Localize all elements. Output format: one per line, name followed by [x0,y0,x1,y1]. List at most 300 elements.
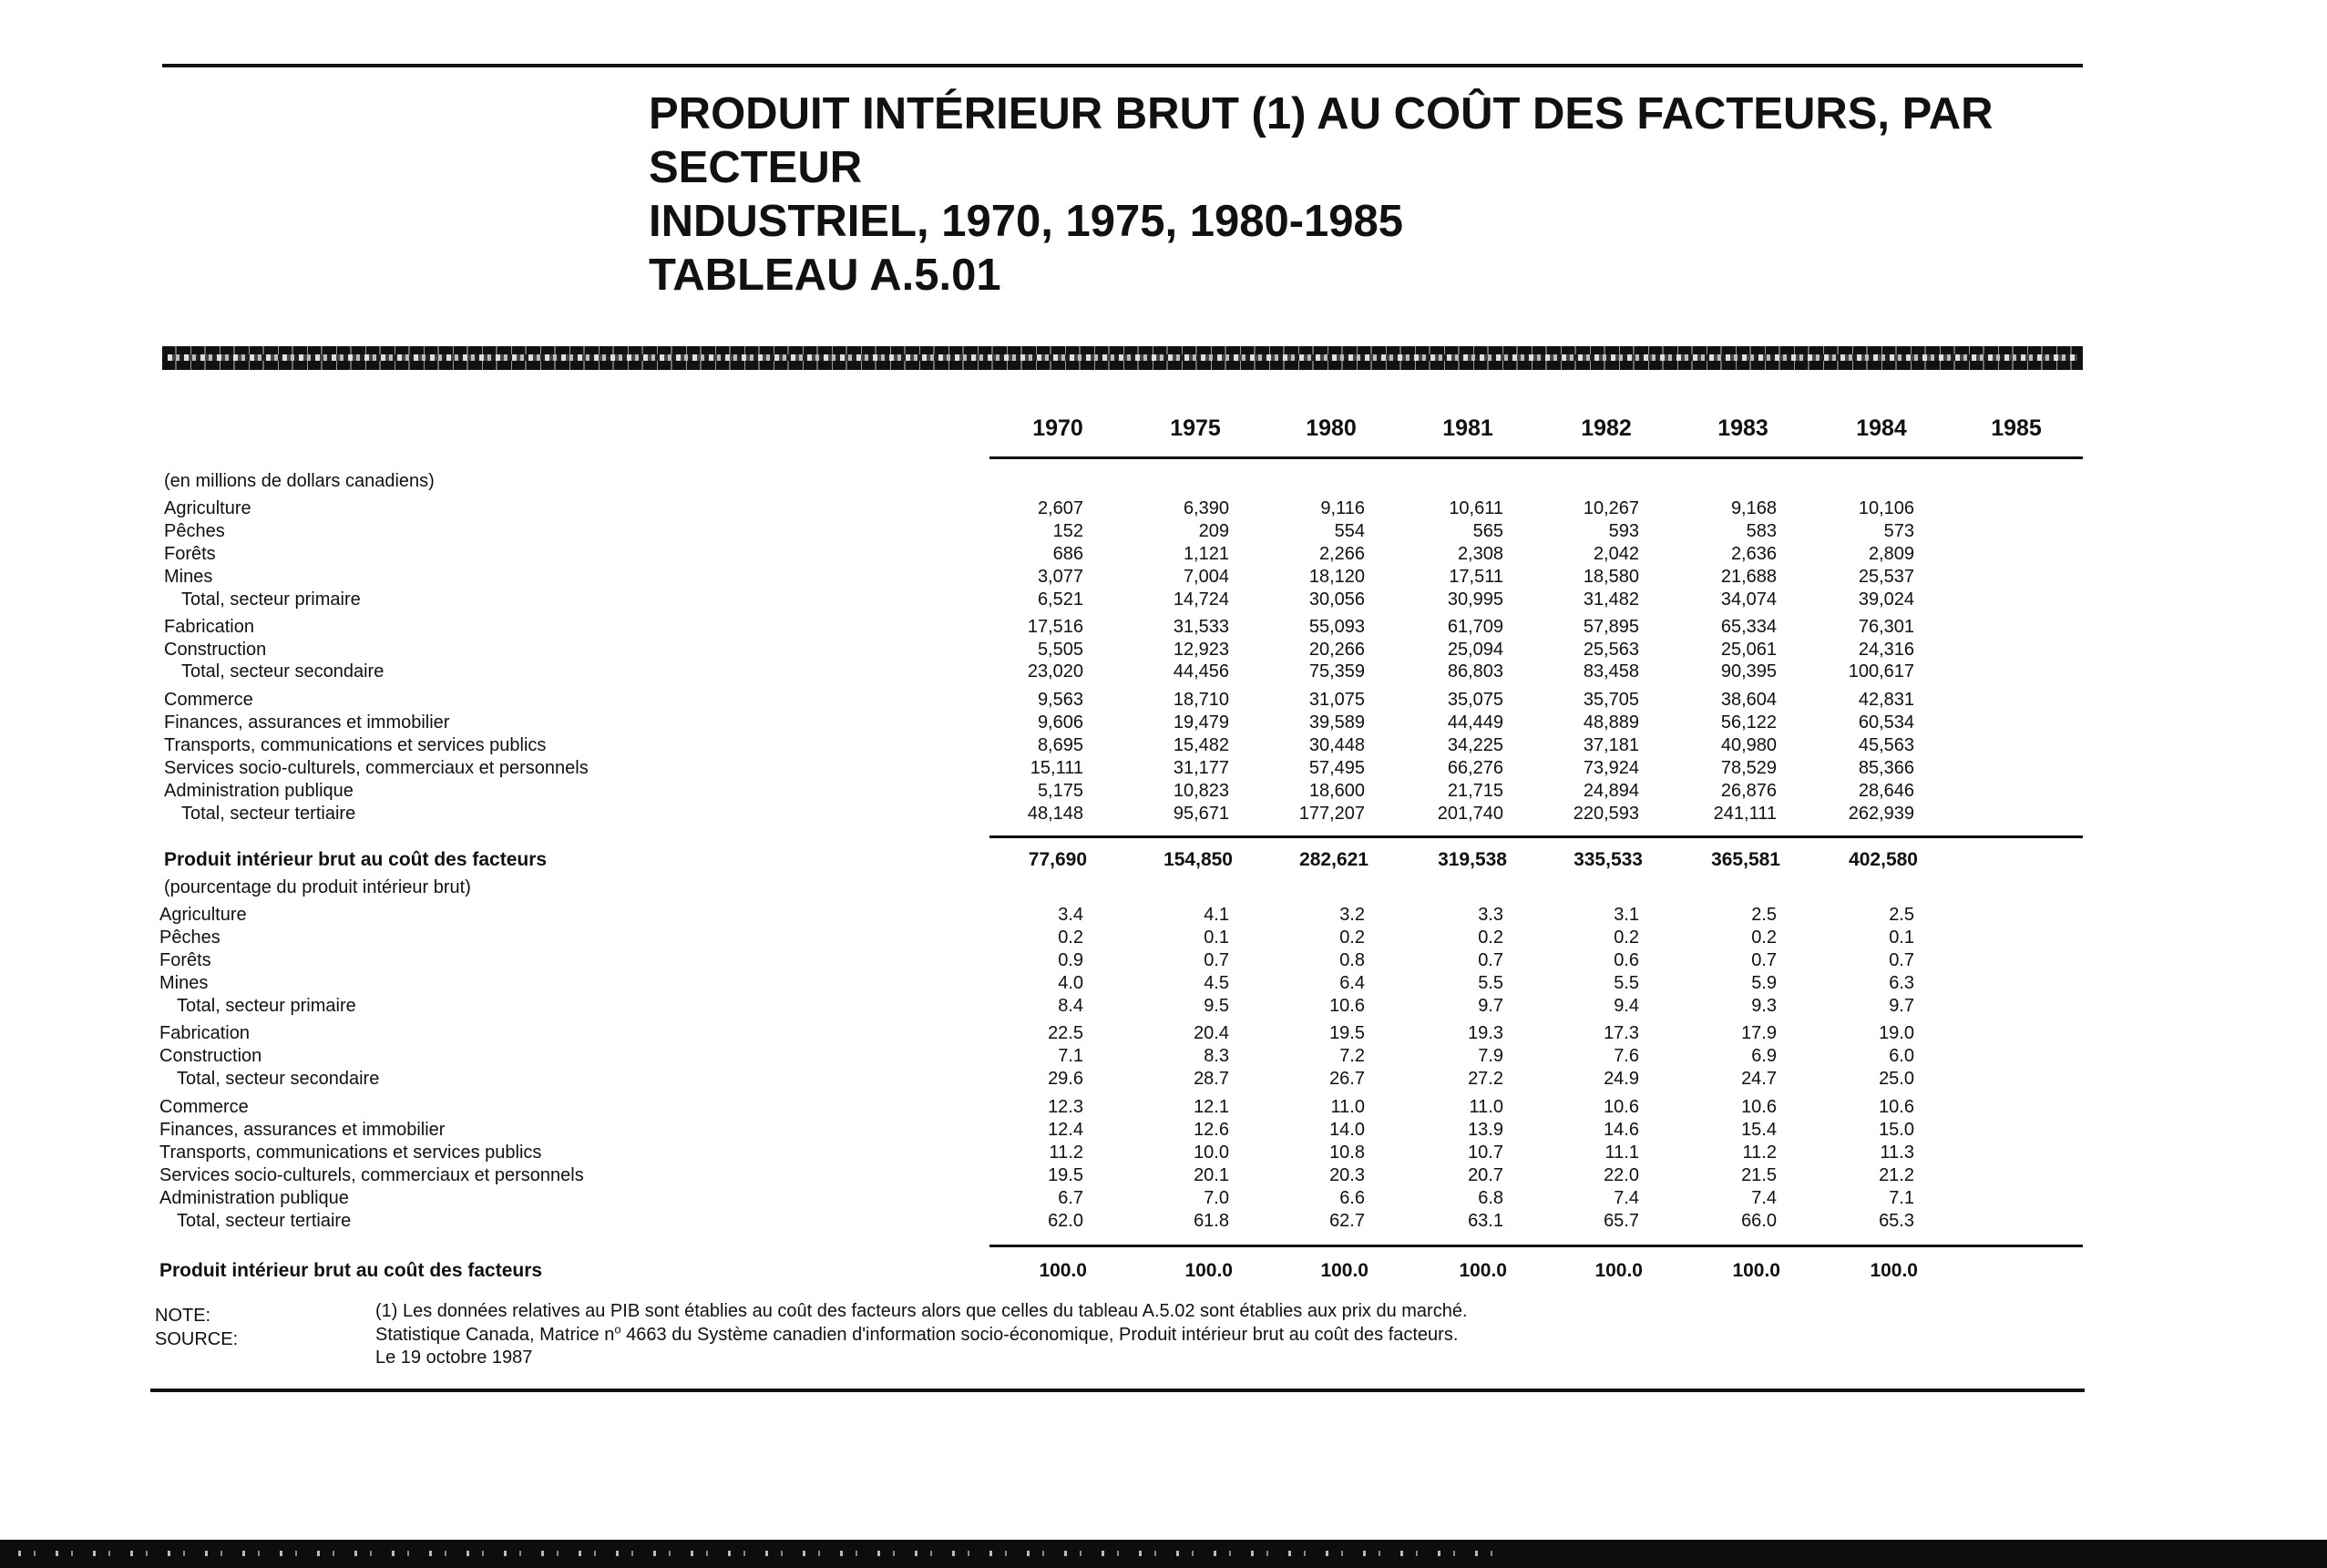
value-cell: 4.0 [1058,973,1083,993]
value-cell: 9,168 [1730,498,1777,518]
table-row [0,995,2327,1018]
value-cell: 1,121 [1183,544,1229,564]
value-cell: 19.5 [1048,1165,1083,1185]
total-value-cell: 402,580 [1849,849,1918,870]
row-label: Mines [159,973,209,993]
value-cell: 220,593 [1573,804,1639,824]
year-header-cell: 1980 [1306,415,1357,441]
value-cell: 86,803 [1447,661,1503,682]
table-row [0,780,2327,803]
value-cell: 22.0 [1604,1165,1639,1185]
value-cell: 20.1 [1194,1165,1229,1185]
value-cell: 3,077 [1037,567,1083,587]
value-cell: 25,061 [1720,640,1777,660]
value-cell: 15,482 [1173,735,1229,755]
value-cell: 11.2 [1742,1143,1777,1163]
table-row [0,1119,2327,1142]
table-row [0,639,2327,661]
value-cell: 6,390 [1183,498,1229,518]
value-cell: 201,740 [1437,804,1503,824]
value-cell: 4.5 [1204,973,1229,993]
value-cell: 29.6 [1048,1069,1083,1089]
total-row [0,848,2327,871]
value-cell: 0.7 [1204,950,1229,970]
table-row [0,689,2327,712]
value-cell: 0.1 [1204,927,1229,948]
value-cell: 11.2 [1049,1143,1083,1163]
value-cell: 30,995 [1447,589,1503,610]
value-cell: 21,688 [1720,567,1777,587]
value-cell: 0.7 [1478,950,1503,970]
value-cell: 57,895 [1583,617,1639,637]
total-value-cell: 77,690 [1028,849,1087,870]
value-cell: 66,276 [1447,758,1503,778]
table-row [0,1096,2327,1119]
value-cell: 686 [1052,544,1083,564]
row-label: Commerce [159,1097,249,1117]
value-cell: 6.7 [1058,1188,1083,1208]
value-cell: 0.1 [1889,927,1914,948]
table-row [0,734,2327,757]
row-label: Mines [164,567,213,587]
value-cell: 10,823 [1173,781,1229,801]
bottom-rule [150,1389,2085,1392]
value-cell: 25,094 [1447,640,1503,660]
value-cell: 6.3 [1889,973,1914,993]
row-label: Total, secteur tertiaire [177,1211,352,1231]
value-cell: 10.7 [1468,1143,1503,1163]
value-cell: 209 [1198,521,1229,541]
value-cell: 9.3 [1751,996,1777,1016]
value-cell: 95,671 [1173,804,1229,824]
value-cell: 8,695 [1037,735,1083,755]
value-cell: 20.7 [1468,1165,1503,1185]
top-rule [162,64,2083,67]
row-label: Administration publique [159,1188,349,1208]
value-cell: 0.2 [1614,927,1639,948]
row-label: Services socio-culturels, commerciaux et personnels [164,758,589,778]
value-cell: 262,939 [1848,804,1914,824]
value-cell: 17,511 [1449,567,1503,587]
total-row [0,1259,2327,1282]
value-cell: 39,024 [1858,589,1914,610]
value-cell: 40,980 [1720,735,1777,755]
value-cell: 5,505 [1037,640,1083,660]
year-header-cell: 1981 [1442,415,1493,441]
value-cell: 17.9 [1741,1023,1777,1043]
title-line-4: TABLEAU A.5.01 [649,251,1001,300]
value-cell: 11.0 [1330,1097,1365,1117]
table-row [0,972,2327,995]
value-cell: 19,479 [1173,712,1229,733]
value-cell: 18,710 [1173,690,1229,710]
value-cell: 7.1 [1058,1046,1083,1066]
value-cell: 25.0 [1879,1069,1914,1089]
value-cell: 62.0 [1048,1211,1083,1231]
table-row [0,616,2327,639]
year-header-cell: 1975 [1170,415,1221,441]
page-title [649,87,2070,302]
total-value-cell: 282,621 [1299,849,1369,870]
value-cell: 18,120 [1308,567,1365,587]
table-row [0,589,2327,611]
value-cell: 10,267 [1583,498,1639,518]
value-cell: 11.1 [1604,1143,1639,1163]
row-label: Total, secteur tertiaire [181,804,356,824]
value-cell: 83,458 [1583,661,1639,682]
value-cell: 0.6 [1614,950,1639,970]
row-label: Total, secteur secondaire [177,1069,380,1089]
table-row [0,904,2327,927]
value-cell: 6,521 [1037,589,1083,610]
value-cell: 21,715 [1447,781,1503,801]
note-text: (1) Les données relatives au PIB sont établies au coût des facteurs alors que celles du tableau A.5.02 sont établies aux prix du marché. [375,1301,1468,1321]
value-cell: 14.0 [1329,1120,1365,1140]
year-header-cell: 1982 [1581,415,1632,441]
row-label: Pêches [159,927,220,948]
unit-label-percent: (pourcentage du produit intérieur brut) [164,877,471,897]
value-cell: 6.6 [1339,1188,1365,1208]
row-label: Services socio-culturels, commerciaux et personnels [159,1165,584,1185]
table-row [0,1068,2327,1091]
value-cell: 61,709 [1447,617,1503,637]
value-cell: 34,074 [1720,589,1777,610]
value-cell: 554 [1334,521,1365,541]
value-cell: 18,600 [1308,781,1365,801]
table-row [0,661,2327,683]
value-cell: 25,563 [1583,640,1639,660]
value-cell: 12,923 [1173,640,1229,660]
value-cell: 7.6 [1614,1046,1639,1066]
value-cell: 9,563 [1037,690,1083,710]
value-cell: 12.6 [1194,1120,1229,1140]
value-cell: 5.9 [1751,973,1777,993]
value-cell: 3.2 [1339,905,1365,925]
value-cell: 9.7 [1478,996,1503,1016]
value-cell: 66.0 [1741,1211,1777,1231]
value-cell: 9.4 [1614,996,1639,1016]
value-cell: 30,056 [1308,589,1365,610]
value-cell: 10,611 [1449,498,1503,518]
row-label: Commerce [164,690,253,710]
value-cell: 15,111 [1030,758,1083,778]
year-header-cell: 1985 [1991,415,2042,441]
value-cell: 3.4 [1058,905,1083,925]
value-cell: 2,042 [1593,544,1639,564]
value-cell: 6.4 [1339,973,1365,993]
total-label: Produit intérieur brut au coût des facteurs [164,849,548,870]
table-row [0,949,2327,972]
value-cell: 65.3 [1879,1211,1914,1231]
value-cell: 8.4 [1058,996,1083,1016]
total-value-cell: 100.0 [1459,1260,1507,1281]
value-cell: 10.6 [1329,996,1365,1016]
value-cell: 76,301 [1858,617,1914,637]
value-cell: 17.3 [1604,1023,1639,1043]
value-cell: 12.3 [1048,1097,1083,1117]
table-row [0,757,2327,780]
value-cell: 14.6 [1604,1120,1639,1140]
scan-edge-bar [0,1540,2327,1568]
value-cell: 2.5 [1889,905,1914,925]
value-cell: 57,495 [1308,758,1365,778]
value-cell: 5.5 [1614,973,1639,993]
value-cell: 15.4 [1741,1120,1777,1140]
source-text [375,1324,1458,1347]
value-cell: 10.6 [1741,1097,1777,1117]
row-label: Finances, assurances et immobilier [164,712,450,733]
total-value-cell: 100.0 [1594,1260,1643,1281]
table-row [0,1142,2327,1164]
value-cell: 44,456 [1173,661,1229,682]
total-rule-millions [989,835,2083,838]
row-label: Transports, communications et services publics [164,735,547,755]
value-cell: 30,448 [1308,735,1365,755]
year-header-cell: 1970 [1032,415,1083,441]
value-cell: 9,116 [1320,498,1365,518]
value-cell: 45,563 [1858,735,1914,755]
value-cell: 5.5 [1478,973,1503,993]
value-cell: 75,359 [1308,661,1365,682]
value-cell: 61.8 [1194,1211,1229,1231]
value-cell: 65.7 [1604,1211,1639,1231]
title-line-3: INDUSTRIEL, 1970, 1975, 1980-1985 [649,197,1404,246]
value-cell: 22.5 [1048,1023,1083,1043]
total-value-cell: 335,533 [1574,849,1643,870]
row-label: Finances, assurances et immobilier [159,1120,446,1140]
table-row [0,543,2327,566]
source-label: SOURCE: [155,1329,239,1349]
source-text-a: Statistique Canada, Matrice n [375,1325,615,1345]
row-label: Total, secteur primaire [181,589,361,610]
value-cell: 63.1 [1468,1211,1503,1231]
value-cell: 17,516 [1027,617,1083,637]
value-cell: 31,075 [1308,690,1365,710]
value-cell: 19.3 [1468,1023,1503,1043]
value-cell: 39,589 [1308,712,1365,733]
value-cell: 7.1 [1889,1188,1914,1208]
value-cell: 21.2 [1879,1165,1914,1185]
value-cell: 20.3 [1329,1165,1365,1185]
value-cell: 60,534 [1858,712,1914,733]
value-cell: 20.4 [1194,1023,1229,1043]
table-row [0,1210,2327,1233]
value-cell: 0.2 [1751,927,1777,948]
value-cell: 12.4 [1048,1120,1083,1140]
value-cell: 25,537 [1858,567,1914,587]
value-cell: 85,366 [1858,758,1914,778]
row-label: Total, secteur secondaire [181,661,384,682]
value-cell: 6.8 [1478,1188,1503,1208]
row-label: Total, secteur primaire [177,996,356,1016]
value-cell: 7.9 [1478,1046,1503,1066]
value-cell: 6.0 [1889,1046,1914,1066]
value-cell: 2,607 [1037,498,1083,518]
value-cell: 24,894 [1583,781,1639,801]
total-value-cell: 100.0 [1320,1260,1369,1281]
value-cell: 0.8 [1339,950,1365,970]
value-cell: 10,106 [1858,498,1914,518]
value-cell: 13.9 [1468,1120,1503,1140]
value-cell: 3.3 [1478,905,1503,925]
value-cell: 583 [1746,521,1777,541]
value-cell: 565 [1472,521,1503,541]
value-cell: 78,529 [1720,758,1777,778]
table-row [0,566,2327,589]
value-cell: 90,395 [1720,661,1777,682]
value-cell: 56,122 [1720,712,1777,733]
value-cell: 21.5 [1741,1165,1777,1185]
total-value-cell: 100.0 [1184,1260,1233,1281]
value-cell: 31,533 [1173,617,1229,637]
value-cell: 15.0 [1879,1120,1914,1140]
value-cell: 23,020 [1027,661,1083,682]
value-cell: 2.5 [1751,905,1777,925]
value-cell: 31,482 [1583,589,1639,610]
title-line-1: PRODUIT INTÉRIEUR BRUT (1) AU COÛT DES FACTEURS, PAR [649,89,1994,138]
table-row [0,712,2327,734]
value-cell: 65,334 [1720,617,1777,637]
value-cell: 24,316 [1858,640,1914,660]
header-rule [989,456,2083,459]
value-cell: 7.4 [1751,1188,1777,1208]
value-cell: 35,705 [1583,690,1639,710]
year-header-cell: 1984 [1856,415,1907,441]
value-cell: 44,449 [1447,712,1503,733]
value-cell: 2,636 [1730,544,1777,564]
value-cell: 73,924 [1583,758,1639,778]
table-row [0,1164,2327,1187]
total-rule-percent [989,1245,2083,1247]
value-cell: 593 [1608,521,1639,541]
value-cell: 19.5 [1329,1023,1365,1043]
value-cell: 28.7 [1194,1069,1229,1089]
value-cell: 9.5 [1204,996,1229,1016]
value-cell: 2,809 [1868,544,1914,564]
value-cell: 0.2 [1339,927,1365,948]
total-value-cell: 365,581 [1711,849,1780,870]
value-cell: 177,207 [1298,804,1365,824]
row-label: Construction [159,1046,262,1066]
value-cell: 24.7 [1741,1069,1777,1089]
value-cell: 27.2 [1468,1069,1503,1089]
value-cell: 0.7 [1751,950,1777,970]
row-label: Administration publique [164,781,354,801]
table-row [0,497,2327,520]
year-header-cell: 1983 [1717,415,1768,441]
row-label: Fabrication [164,617,254,637]
row-label: Transports, communications et services publics [159,1143,542,1163]
value-cell: 31,177 [1173,758,1229,778]
row-label: Fabrication [159,1023,250,1043]
total-value-cell: 319,538 [1438,849,1507,870]
row-label: Forêts [159,950,211,970]
value-cell: 6.9 [1751,1046,1777,1066]
value-cell: 48,889 [1583,712,1639,733]
row-label: Pêches [164,521,225,541]
value-cell: 10.6 [1879,1097,1914,1117]
value-cell: 7.2 [1339,1046,1365,1066]
value-cell: 28,646 [1858,781,1914,801]
source-date: Le 19 octobre 1987 [375,1348,533,1368]
value-cell: 2,308 [1457,544,1503,564]
table-row [0,520,2327,543]
value-cell: 5,175 [1037,781,1083,801]
value-cell: 241,111 [1713,804,1777,824]
table-row [0,927,2327,949]
value-cell: 11.3 [1880,1143,1914,1163]
value-cell: 35,075 [1447,690,1503,710]
value-cell: 0.2 [1058,927,1083,948]
value-cell: 3.1 [1614,905,1639,925]
row-label: Agriculture [164,498,251,518]
value-cell: 10.8 [1329,1143,1365,1163]
value-cell: 37,181 [1583,735,1639,755]
table-row [0,803,2327,825]
total-value-cell: 154,850 [1164,849,1233,870]
value-cell: 9.7 [1889,996,1914,1016]
source-text-b: 4663 du Système canadien d'information socio-économique, Produit intérieur brut au coût des facteurs. [620,1325,1459,1345]
title-line-2: SECTEUR [649,143,863,192]
value-cell: 14,724 [1173,589,1229,610]
value-cell: 62.7 [1329,1211,1365,1231]
value-cell: 20,266 [1308,640,1365,660]
row-label: Agriculture [159,905,247,925]
value-cell: 10.6 [1604,1097,1639,1117]
value-cell: 48,148 [1027,804,1083,824]
source-superscript: o [614,1322,621,1337]
row-label: Construction [164,640,267,660]
value-cell: 8.3 [1204,1046,1229,1066]
unit-label-millions: (en millions de dollars canadiens) [164,471,435,491]
value-cell: 12.1 [1194,1097,1229,1117]
table-row [0,1045,2327,1068]
value-cell: 7.4 [1614,1188,1639,1208]
value-cell: 55,093 [1308,617,1365,637]
value-cell: 7,004 [1183,567,1229,587]
value-cell: 26.7 [1329,1069,1365,1089]
value-cell: 0.9 [1058,950,1083,970]
value-cell: 573 [1883,521,1914,541]
value-cell: 38,604 [1720,690,1777,710]
value-cell: 42,831 [1858,690,1914,710]
value-cell: 7.0 [1204,1188,1229,1208]
value-cell: 0.2 [1478,927,1503,948]
total-value-cell: 100.0 [1870,1260,1918,1281]
row-label: Forêts [164,544,216,564]
value-cell: 100,617 [1848,661,1914,682]
value-cell: 0.7 [1889,950,1914,970]
note-label: NOTE: [155,1306,211,1326]
table-row [0,1022,2327,1045]
header-band [162,346,2083,370]
total-label: Produit intérieur brut au coût des facteurs [159,1260,543,1281]
value-cell: 152 [1052,521,1083,541]
value-cell: 24.9 [1604,1069,1639,1089]
value-cell: 2,266 [1318,544,1365,564]
value-cell: 18,580 [1583,567,1639,587]
total-value-cell: 100.0 [1039,1260,1087,1281]
value-cell: 19.0 [1879,1023,1914,1043]
value-cell: 4.1 [1204,905,1229,925]
value-cell: 34,225 [1447,735,1503,755]
value-cell: 11.0 [1469,1097,1503,1117]
table-row [0,1187,2327,1210]
value-cell: 10.0 [1194,1143,1229,1163]
value-cell: 26,876 [1720,781,1777,801]
value-cell: 9,606 [1037,712,1083,733]
total-value-cell: 100.0 [1732,1260,1780,1281]
